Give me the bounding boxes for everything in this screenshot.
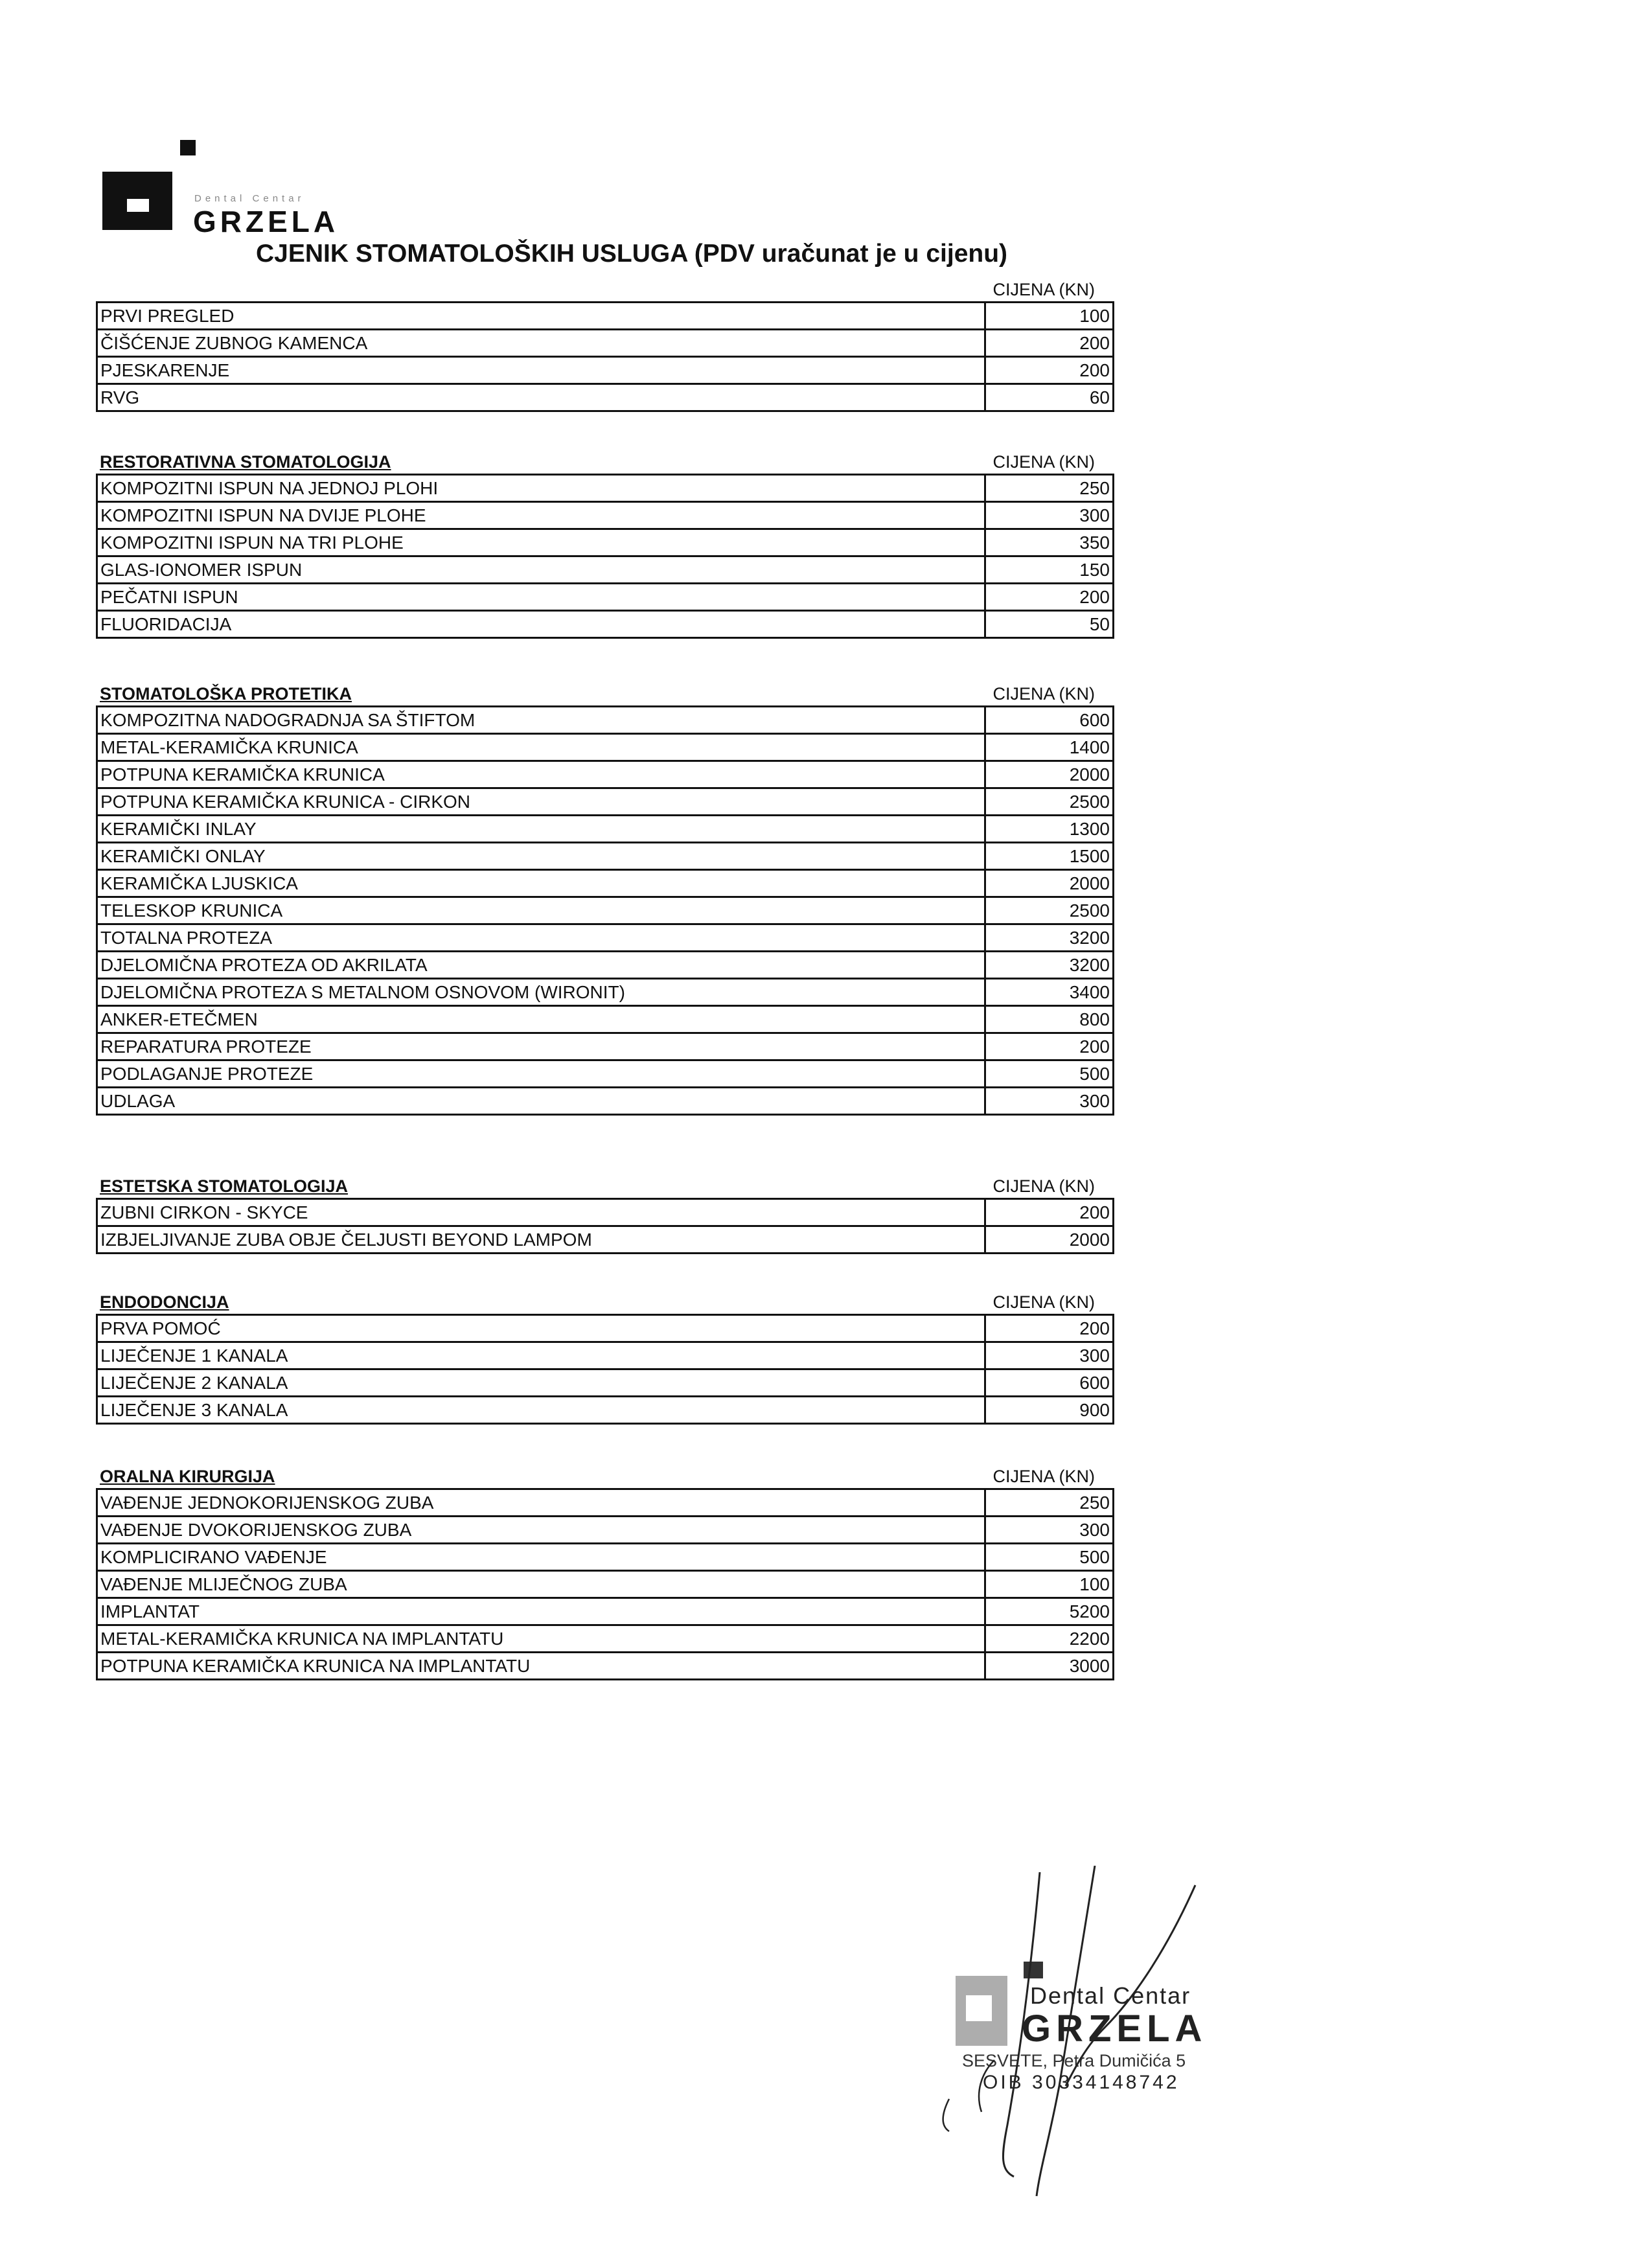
service-price: 1500 bbox=[985, 843, 1114, 870]
service-price: 200 bbox=[985, 1315, 1114, 1342]
company-stamp bbox=[910, 1866, 1221, 2203]
service-price: 300 bbox=[985, 502, 1114, 529]
price-column-header: CIJENA (KN) bbox=[992, 452, 1095, 472]
service-price: 3000 bbox=[985, 1653, 1114, 1680]
section-title: ORALNA KIRURGIJA bbox=[100, 1467, 275, 1486]
price-table bbox=[96, 474, 1114, 639]
service-price: 5200 bbox=[985, 1598, 1114, 1625]
service-name: LIJEČENJE 3 KANALA bbox=[97, 1397, 985, 1424]
table-row bbox=[97, 1226, 1114, 1254]
table-row bbox=[97, 1571, 1114, 1598]
logo-subtitle: Dental Centar bbox=[194, 193, 305, 204]
service-name: DJELOMIČNA PROTEZA S METALNOM OSNOVOM (WIRONIT) bbox=[97, 979, 985, 1006]
logo-mark bbox=[102, 172, 172, 230]
service-name: KOMPOZITNI ISPUN NA JEDNOJ PLOHI bbox=[97, 475, 985, 502]
section-protetika bbox=[96, 676, 1114, 1116]
service-name: POTPUNA KERAMIČKA KRUNICA bbox=[97, 761, 985, 788]
table-row bbox=[97, 924, 1114, 952]
service-name: IZBJELJIVANJE ZUBA OBJE ČELJUSTI BEYOND LAMPOM bbox=[97, 1226, 985, 1254]
service-price: 2000 bbox=[985, 870, 1114, 897]
price-table bbox=[96, 1198, 1114, 1254]
signature bbox=[910, 1866, 1221, 2203]
table-row bbox=[97, 1544, 1114, 1571]
service-price: 2000 bbox=[985, 1226, 1114, 1254]
table-row bbox=[97, 384, 1114, 411]
service-name: PEČATNI ISPUN bbox=[97, 584, 985, 611]
service-name: ZUBNI CIRKON - SKYCE bbox=[97, 1199, 985, 1226]
service-name: KERAMIČKI INLAY bbox=[97, 816, 985, 843]
section-endodoncija bbox=[96, 1285, 1114, 1425]
table-row bbox=[97, 357, 1114, 384]
table-row bbox=[97, 1625, 1114, 1653]
service-price: 100 bbox=[985, 303, 1114, 330]
service-name: PRVA POMOĆ bbox=[97, 1315, 985, 1342]
table-row bbox=[97, 1342, 1114, 1369]
table-row bbox=[97, 1088, 1114, 1115]
table-row bbox=[97, 1517, 1114, 1544]
service-name: METAL-KERAMIČKA KRUNICA NA IMPLANTATU bbox=[97, 1625, 985, 1653]
service-price: 300 bbox=[985, 1342, 1114, 1369]
table-row bbox=[97, 843, 1114, 870]
service-price: 500 bbox=[985, 1544, 1114, 1571]
service-name: IMPLANTAT bbox=[97, 1598, 985, 1625]
service-name: LIJEČENJE 1 KANALA bbox=[97, 1342, 985, 1369]
service-name: POTPUNA KERAMIČKA KRUNICA - CIRKON bbox=[97, 788, 985, 816]
service-name: DJELOMIČNA PROTEZA OD AKRILATA bbox=[97, 952, 985, 979]
price-table bbox=[96, 705, 1114, 1116]
table-row bbox=[97, 584, 1114, 611]
section-general bbox=[96, 272, 1114, 412]
table-row bbox=[97, 707, 1114, 734]
service-price: 250 bbox=[985, 1489, 1114, 1517]
table-row bbox=[97, 1199, 1114, 1226]
table-row bbox=[97, 502, 1114, 529]
service-price: 200 bbox=[985, 1033, 1114, 1060]
table-row bbox=[97, 897, 1114, 924]
table-row bbox=[97, 870, 1114, 897]
price-column-header: CIJENA (KN) bbox=[992, 280, 1095, 299]
service-price: 2000 bbox=[985, 761, 1114, 788]
logo-dot bbox=[180, 140, 196, 155]
table-row bbox=[97, 1006, 1114, 1033]
section-estetska bbox=[96, 1169, 1114, 1254]
service-name: ANKER-ETEČMEN bbox=[97, 1006, 985, 1033]
service-name: KOMPLICIRANO VAĐENJE bbox=[97, 1544, 985, 1571]
service-name: KERAMIČKA LJUSKICA bbox=[97, 870, 985, 897]
service-name: RVG bbox=[97, 384, 985, 411]
service-price: 2500 bbox=[985, 897, 1114, 924]
service-price: 3200 bbox=[985, 924, 1114, 952]
table-row bbox=[97, 556, 1114, 584]
logo-name: GRZELA bbox=[193, 205, 339, 238]
service-name: POTPUNA KERAMIČKA KRUNICA NA IMPLANTATU bbox=[97, 1653, 985, 1680]
service-price: 1400 bbox=[985, 734, 1114, 761]
table-row bbox=[97, 330, 1114, 357]
table-row bbox=[97, 529, 1114, 556]
section-restorativna bbox=[96, 444, 1114, 639]
service-name: ČIŠĆENJE ZUBNOG KAMENCA bbox=[97, 330, 985, 357]
table-row bbox=[97, 1489, 1114, 1517]
table-row bbox=[97, 1033, 1114, 1060]
service-name: PRVI PREGLED bbox=[97, 303, 985, 330]
service-name: FLUORIDACIJA bbox=[97, 611, 985, 638]
service-price: 1300 bbox=[985, 816, 1114, 843]
service-price: 900 bbox=[985, 1397, 1114, 1424]
table-row bbox=[97, 761, 1114, 788]
service-name: VAĐENJE DVOKORIJENSKOG ZUBA bbox=[97, 1517, 985, 1544]
service-price: 2500 bbox=[985, 788, 1114, 816]
table-row bbox=[97, 1369, 1114, 1397]
table-row bbox=[97, 979, 1114, 1006]
service-name: VAĐENJE MLIJEČNOG ZUBA bbox=[97, 1571, 985, 1598]
service-name: PJESKARENJE bbox=[97, 357, 985, 384]
price-column-header: CIJENA (KN) bbox=[992, 1176, 1095, 1196]
service-price: 200 bbox=[985, 330, 1114, 357]
service-name: GLAS-IONOMER ISPUN bbox=[97, 556, 985, 584]
service-price: 300 bbox=[985, 1088, 1114, 1115]
service-price: 2200 bbox=[985, 1625, 1114, 1653]
table-row bbox=[97, 303, 1114, 330]
service-price: 800 bbox=[985, 1006, 1114, 1033]
service-price: 100 bbox=[985, 1571, 1114, 1598]
section-oralna-kirurgija bbox=[96, 1459, 1114, 1680]
service-price: 200 bbox=[985, 584, 1114, 611]
service-price: 3400 bbox=[985, 979, 1114, 1006]
price-column-header: CIJENA (KN) bbox=[992, 1292, 1095, 1312]
service-name: VAĐENJE JEDNOKORIJENSKOG ZUBA bbox=[97, 1489, 985, 1517]
service-price: 300 bbox=[985, 1517, 1114, 1544]
service-name: KOMPOZITNA NADOGRADNJA SA ŠTIFTOM bbox=[97, 707, 985, 734]
service-name: KERAMIČKI ONLAY bbox=[97, 843, 985, 870]
price-table bbox=[96, 301, 1114, 412]
table-row bbox=[97, 788, 1114, 816]
price-table bbox=[96, 1488, 1114, 1680]
service-name: LIJEČENJE 2 KANALA bbox=[97, 1369, 985, 1397]
service-price: 50 bbox=[985, 611, 1114, 638]
section-title: STOMATOLOŠKA PROTETIKA bbox=[100, 684, 352, 704]
table-row bbox=[97, 1598, 1114, 1625]
service-price: 350 bbox=[985, 529, 1114, 556]
stamp-address: SESVETE, Petra Dumičića 5 bbox=[962, 2051, 1186, 2070]
service-name: REPARATURA PROTEZE bbox=[97, 1033, 985, 1060]
service-price: 200 bbox=[985, 357, 1114, 384]
service-name: TELESKOP KRUNICA bbox=[97, 897, 985, 924]
table-row bbox=[97, 611, 1114, 638]
service-price: 200 bbox=[985, 1199, 1114, 1226]
document-title: CJENIK STOMATOLOŠKIH USLUGA (PDV uračunat je u cijenu) bbox=[256, 240, 1008, 268]
price-column-header: CIJENA (KN) bbox=[992, 1467, 1095, 1486]
table-row bbox=[97, 1397, 1114, 1424]
table-row bbox=[97, 475, 1114, 502]
section-title: ESTETSKA STOMATOLOGIJA bbox=[100, 1176, 349, 1196]
service-price: 500 bbox=[985, 1060, 1114, 1088]
logo bbox=[102, 136, 349, 240]
price-column-header: CIJENA (KN) bbox=[992, 684, 1095, 704]
service-price: 3200 bbox=[985, 952, 1114, 979]
service-price: 600 bbox=[985, 707, 1114, 734]
service-price: 250 bbox=[985, 475, 1114, 502]
service-price: 60 bbox=[985, 384, 1114, 411]
service-price: 600 bbox=[985, 1369, 1114, 1397]
service-name: METAL-KERAMIČKA KRUNICA bbox=[97, 734, 985, 761]
service-price: 150 bbox=[985, 556, 1114, 584]
table-row bbox=[97, 952, 1114, 979]
stamp-line-2: GRZELA bbox=[1022, 2008, 1208, 2050]
section-title: ENDODONCIJA bbox=[100, 1292, 229, 1312]
table-row bbox=[97, 1315, 1114, 1342]
stamp-oib: OIB 30334148742 bbox=[983, 2072, 1180, 2093]
table-row bbox=[97, 1060, 1114, 1088]
table-row bbox=[97, 816, 1114, 843]
service-name: UDLAGA bbox=[97, 1088, 985, 1115]
table-row bbox=[97, 1653, 1114, 1680]
table-row bbox=[97, 734, 1114, 761]
service-name: PODLAGANJE PROTEZE bbox=[97, 1060, 985, 1088]
section-title: RESTORATIVNA STOMATOLOGIJA bbox=[100, 452, 391, 472]
price-table bbox=[96, 1314, 1114, 1425]
stamp-line-1: Dental Centar bbox=[1030, 1982, 1191, 2009]
service-name: KOMPOZITNI ISPUN NA DVIJE PLOHE bbox=[97, 502, 985, 529]
service-name: KOMPOZITNI ISPUN NA TRI PLOHE bbox=[97, 529, 985, 556]
service-name: TOTALNA PROTEZA bbox=[97, 924, 985, 952]
